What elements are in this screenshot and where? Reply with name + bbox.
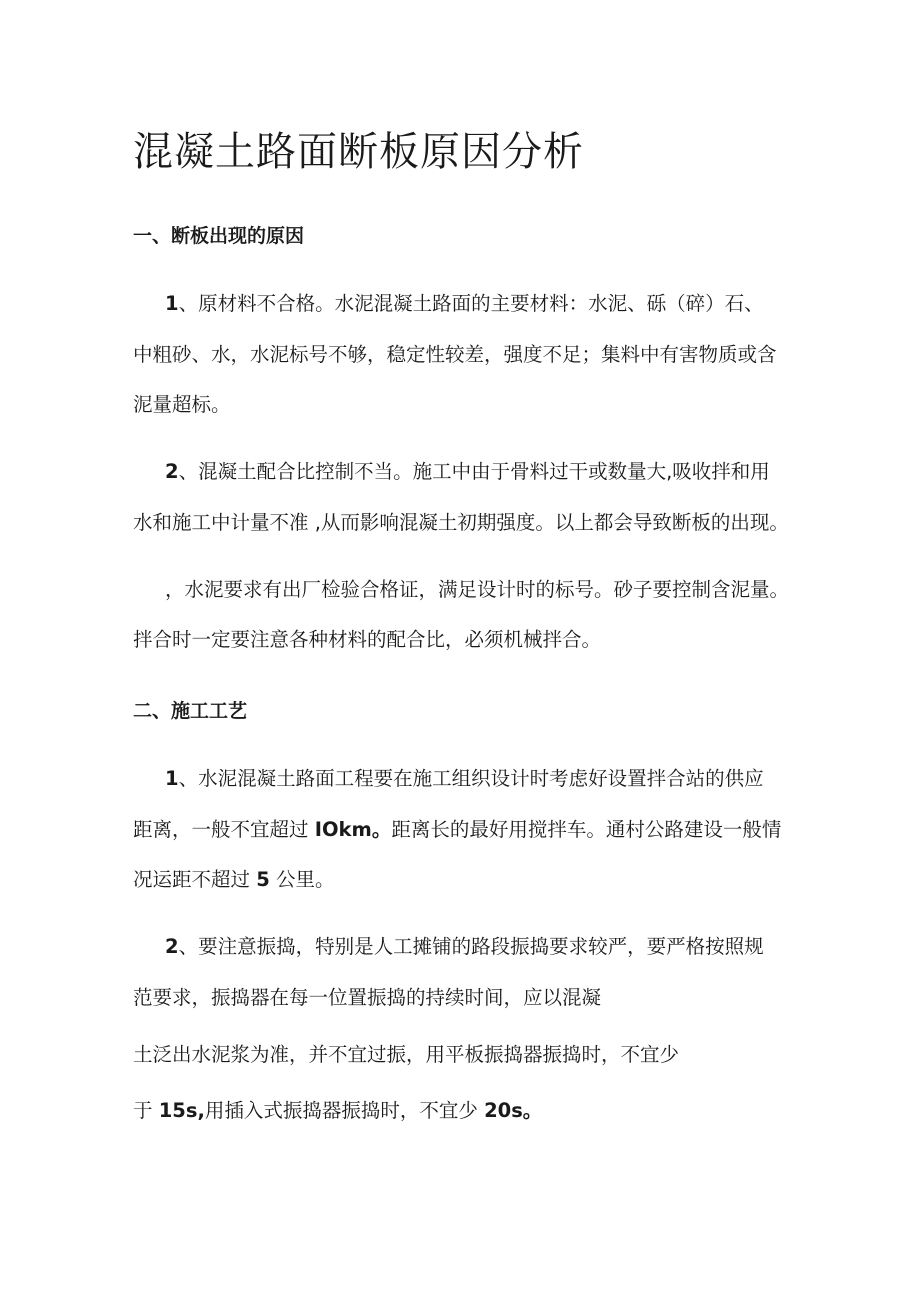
paragraph-line — [165, 289, 764, 319]
section-heading-process: 二、施工工艺 — [133, 700, 248, 722]
item-number: 2 — [165, 935, 179, 958]
paragraph-line — [165, 457, 770, 487]
duration-value: 20s。 — [484, 1099, 543, 1122]
item-text: 、要注意振捣，特别是人工摊铺的路段振捣要求较严，要严格按照规 — [178, 935, 764, 958]
paragraph-line: 水和施工中计量不准 ,从而影响混凝土初期强度。以上都会导致断板的出现。 — [133, 511, 789, 534]
item-number: 2 — [165, 460, 179, 483]
text-fragment: 距离，一般不宜超过 — [133, 818, 315, 841]
paragraph-line — [165, 932, 764, 962]
item-text: 、水泥混凝土路面工程要在施工组织设计时考虑好设置拌合站的供应 — [178, 767, 764, 790]
text-fragment: 公里。 — [269, 868, 335, 891]
paragraph-line: ，水泥要求有出厂检验合格证，满足设计时的标号。砂子要控制含泥量。 — [165, 578, 790, 601]
distance-value: 5 — [256, 868, 270, 891]
text-fragment: 距离长的最好用搅拌车。通村公路建设一般情 — [391, 818, 782, 841]
text-fragment: 况运距不超过 — [133, 868, 257, 891]
item-number: 1 — [165, 767, 179, 790]
paragraph-line: 范要求，振捣器在每一位置振捣的持续时间，应以混凝 — [133, 986, 602, 1009]
text-fragment: 于 — [133, 1099, 159, 1122]
section-heading-causes: 一、断板出现的原因 — [133, 225, 305, 247]
distance-value: IOkm。 — [314, 818, 392, 841]
text-fragment: 用插入式振捣器振捣时，不宜少 — [204, 1099, 485, 1122]
paragraph-line: 拌合时一定要注意各种材料的配合比，必须机械拌合。 — [133, 628, 602, 651]
document-title: 混凝土路面断板原因分析 — [133, 129, 584, 175]
paragraph-line — [165, 764, 764, 794]
paragraph-line — [133, 815, 781, 845]
item-number: 1 — [165, 292, 179, 315]
paragraph-line: 土泛出水泥浆为准，并不宜过振，用平板振捣器振捣时，不宜少 — [133, 1043, 680, 1066]
paragraph-line — [133, 865, 334, 895]
paragraph-line — [133, 1096, 542, 1126]
duration-value: 15s, — [158, 1099, 205, 1122]
item-text: 、原材料不合格。水泥混凝土路面的主要材料：水泥、砾（碎）石、 — [178, 292, 764, 315]
item-text: 、混凝土配合比控制不当。施工中由于骨料过干或数量大,吸收拌和用 — [178, 460, 770, 483]
paragraph-line: 中粗砂、水，水泥标号不够，稳定性较差，强度不足；集料中有害物质或含 — [133, 343, 777, 366]
paragraph-line: 泥量超标。 — [133, 393, 231, 416]
